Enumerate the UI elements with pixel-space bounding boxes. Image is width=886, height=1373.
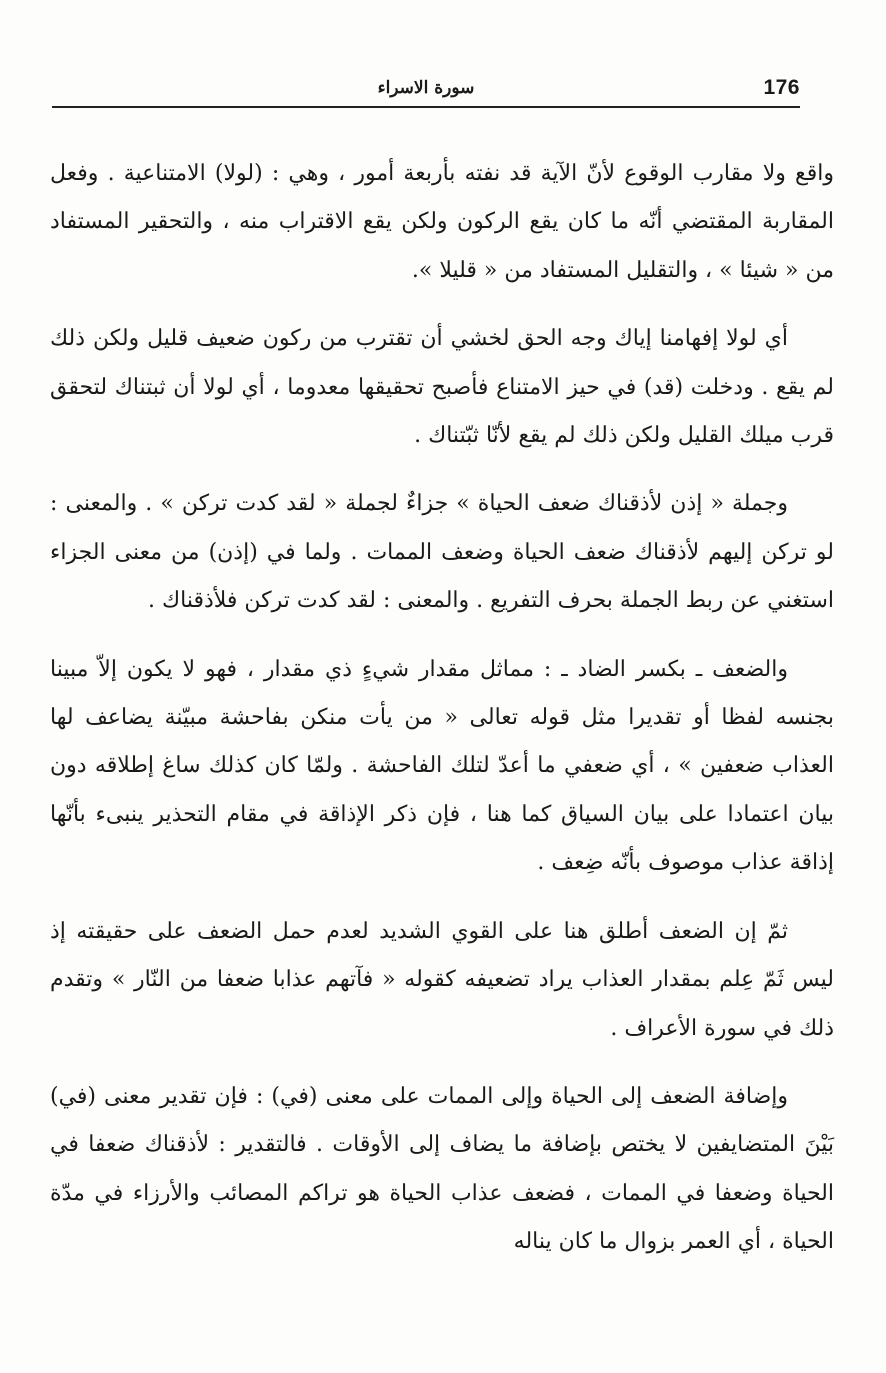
- paragraph-1: واقع ولا مقارب الوقوع لأنّ الآية قد نفته بأربعة أمور ، وهي : (لولا) الامتناعية . وفعل المقاربة المقتضي أنّه ما كان يقع الركون ولكن يقع الاقتراب منه ، والتحقير المستفاد من « شيئا » ، والتقليل المستفاد من « قليلا ».: [50, 161, 834, 283]
- paragraph-3: وجملة « إذن لأذقناك ضعف الحياة » جزاءٌ لجملة « لقد كدت تركن » . والمعنى : لو تركن إليهم لأذقناك ضعف الحياة وضعف الممات . ولما في (إذن) من معنى الجزاء استغني عن ربط الجملة بحرف التفريع . والمعنى : لقد كدت تركن فلأذقناك .: [50, 491, 834, 614]
- page-header: [52, 72, 800, 108]
- running-title: سورة الاسراء: [377, 78, 475, 98]
- paragraph-6: وإضافة الضعف إلى الحياة وإلى الممات على معنى (في) : فإن تقدير معنى (في) بَيْنَ المتضايفين لا يختص بإضافة ما يضاف إلى الأوقات . فالتقدير : لأذقناك ضعفا في الحياة وضعفا في الممات ، فضعف عذاب الحياة هو تراكم المصائب والأرزاء في مدّة الحياة ، أي العمر بزوال ما كان يناله: [50, 1083, 834, 1255]
- page-number: 176: [763, 76, 800, 99]
- paragraph-4: والضعف ـ بكسر الضاد ـ : مماثل مقدار شيءٍ ذي مقدار ، فهو لا يكون إلاّ مبينا بجنسه لفظا أو تقديرا مثل قوله تعالى « من يأت منكن بفاحشة مبيّنة يضاعف لها العذاب ضعفين » ، أي ضعفي ما أعدّ لتلك الفاحشة . ولمّا كان كذلك ساغ إطلاقه دون بيان اعتمادا على بيان السياق كما هنا ، فإن ذكر الإذاقة في مقام التحذير ينبىء بأنّها إذاقة عذاب موصوف بأنّه ضِعف .: [50, 656, 834, 876]
- paragraph-2: أي لولا إفهامنا إياك وجه الحق لخشي أن تقترب من ركون ضعيف قليل ولكن ذلك لم يقع . ودخلت (قد) في حيز الامتناع فأصبح تحقيقها معدوما ، أي لولا أن ثبتناك لتحقق قرب ميلك القليل ولكن ذلك لم يقع لأنّا ثبّتناك .: [50, 326, 834, 449]
- body-text: [50, 150, 834, 1287]
- paragraph-5: ثمّ إن الضعف أطلق هنا على القوي الشديد لعدم حمل الضعف على حقيقته إذ ليس ثَمّ عِلم بمقدار العذاب يراد تضعيفه كقوله « فآتهم عذابا ضعفا من النّار » وتقدم ذلك في سورة الأعراف .: [50, 918, 834, 1041]
